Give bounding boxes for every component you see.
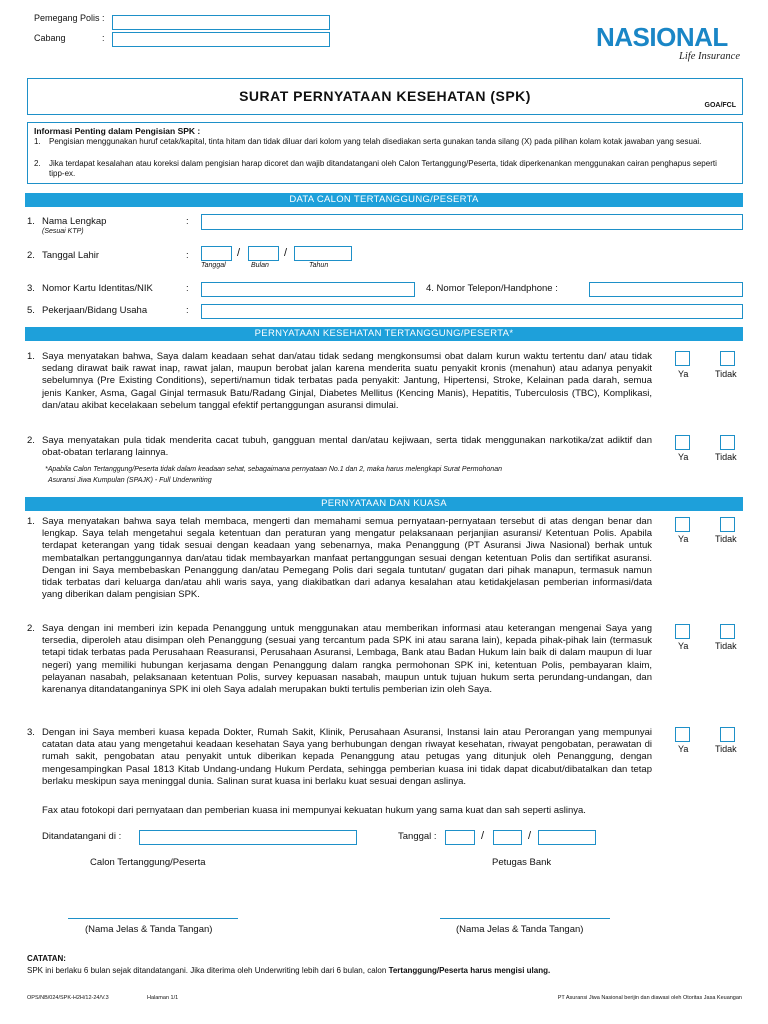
dob-year-caption: Tahun bbox=[309, 262, 329, 269]
officer-signature-line[interactable] bbox=[440, 918, 610, 919]
id-label: Nomor Kartu Identitas/NIK bbox=[42, 283, 153, 294]
dob-slash-2: / bbox=[284, 247, 288, 259]
statement-p1-no-checkbox[interactable] bbox=[720, 517, 735, 532]
health-q1-yes-label: Ya bbox=[678, 369, 689, 379]
section-data-title: DATA CALON TERTANGGUNG/PESERTA bbox=[25, 193, 743, 207]
info-item-2: Jika terdapat kesalahan atau koreksi dalam pengisian harap dicoret dan wajib ditandatangani oleh Calon Tertanggung/Peserta, tidak diperkenankan menggunakan cairan penghapus seperti tipp-ex. bbox=[49, 159, 717, 178]
sign-date-slash-2: / bbox=[528, 830, 532, 842]
phone-input[interactable] bbox=[589, 282, 743, 297]
info-heading: Informasi Penting dalam Pengisian SPK : bbox=[34, 126, 201, 136]
dob-day-caption: Tanggal bbox=[201, 262, 226, 269]
field-num-2: 2. bbox=[27, 250, 35, 261]
statement-p3-yes-checkbox[interactable] bbox=[675, 727, 690, 742]
dob-label: Tanggal Lahir bbox=[42, 250, 100, 261]
field-num-1: 1. bbox=[27, 216, 35, 227]
health-q2-no-checkbox[interactable] bbox=[720, 435, 735, 450]
statement-p3-no-checkbox[interactable] bbox=[720, 727, 735, 742]
colon-3: : bbox=[186, 283, 189, 294]
footer-regulator: PT Asuransi Jiwa Nasional berijin dan diawasi oleh Otoritas Jasa Keuangan bbox=[557, 995, 742, 1001]
insured-sign-caption: (Nama Jelas & Tanda Tangan) bbox=[85, 924, 213, 935]
field-num-5: 5. bbox=[27, 305, 35, 316]
form-code: GOA/FCL bbox=[704, 102, 736, 109]
colon-2: : bbox=[186, 250, 189, 261]
health-q1-num: 1. bbox=[27, 351, 35, 362]
health-q1-no-checkbox[interactable] bbox=[720, 351, 735, 366]
statement-p1-num: 1. bbox=[27, 516, 35, 527]
statement-p1-text: Saya menyatakan bahwa saya telah membaca, mengerti dan memahami semua pernyataan-pernyataan tersebut di atas dengan benar dan lengkap. Saya telah mengetahui segala ketentuan dan peraturan yang mengatur pelaksanaan perjanjian asuransi/ Ketentuan Polis. Apabila terdapat keterangan yang tidak sesuai dengan keadaan yang sebenarnya, maka Penanggung (PT Asuransi Jiwa Nasional) berhak untuk membatalkan pertanggungannya dan/atau tidak membayarkan manfaat pertanggungan sesuai dengan ketentuan Polis dan sertifikat asuransi. Dengan ini Saya membebaskan Penanggung dan/atau Pemegang Polis dari segala tuntutan/ gugatan dari pihak manapun, termasuk namun tidak terbatas dari keluarga dan/atau ahli waris saya, yang diakibatkan dari adanya kesalahan atau ketidakjelasan pemberian informasi/data yang diberikan dalam pengisian SPK. bbox=[42, 516, 652, 601]
health-q1-text: Saya menyatakan bahwa, Saya dalam keadaan sehat dan/atau tidak sedang mengkonsumsi obat dalam kurun waktu tertentu dan/ atau tidak sedang dirawat baik rawat inap, rawat jalan, maupun berobat jalan karena menderita suatu penyakit kronis (menahun) atau adanya penyakit sebelumnya (Pre Existing Conditions), seperti/namun tidak terbatas pada penyakit: Jantung, Hipertensi, Stroke, Kelainan pada darah, semua jenis Kanker, Asma, Gagal Ginjal termasuk Batu/Radang Ginjal, Diabetes Mellitus (Kencing Manis), Hepatitis, Tuberculosis (TBC), Komplikasi, dan/atau akibat kecelakaan sebelum tanggal efektif pertanggungan asuransi dimulai. bbox=[42, 351, 652, 411]
statement-p2-no-label: Tidak bbox=[715, 641, 737, 651]
statement-p2-no-checkbox[interactable] bbox=[720, 624, 735, 639]
dob-month-input[interactable] bbox=[248, 246, 279, 261]
statement-p3-yes-label: Ya bbox=[678, 744, 689, 754]
statement-p3-num: 3. bbox=[27, 727, 35, 738]
dob-day-input[interactable] bbox=[201, 246, 232, 261]
statement-p3-no-label: Tidak bbox=[715, 744, 737, 754]
company-logo: NASIONAL bbox=[596, 22, 728, 52]
health-q2-yes-label: Ya bbox=[678, 452, 689, 462]
statement-p2-text: Saya dengan ini memberi izin kepada Penanggung untuk menggunakan atau memberikan informasi atau keterangan mengenai Saya yang tersedia, diperoleh atau disimpan oleh Penanggung (sesuai yang tercantum pada SPK ini atau sarana lain), kepada pihak-pihak lain (termasuk tetapi tidak terbatas pada Perusahaan Reasuransi, Perusahaan Asuransi, Lembaga, Bank atau Badan Hukum lain baik di dalam maupun di luar negeri) yang memiliki hubungan kerjasama dengan Penanggung dalam rangka permohonan SPK ini, ketentuan Polis, pembayaran klaim, pelayanan nasabah, pelaksanaan ketentuan Polis, survey kepuasan nasabah, maupun untuk tujuan hukum serta perundang-undangan, dan karenanya ditandatanganinya SPK ini oleh Saya adalah merupakan bukti tertulis pemberian izin oleh Saya. bbox=[42, 623, 652, 696]
id-number-input[interactable] bbox=[201, 282, 415, 297]
notes-text-start: SPK ini berlaku 6 bulan sejak ditandatangani. Jika diterima oleh Underwriting lebih dari 6 bulan, calon bbox=[27, 966, 389, 975]
occupation-input[interactable] bbox=[201, 304, 743, 319]
policy-holder-label: Pemegang Polis : bbox=[34, 13, 105, 23]
field-num-3: 3. bbox=[27, 283, 35, 294]
health-footnote-2: Asuransi Jiwa Kumpulan (SPAJK) - Full Underwriting bbox=[48, 477, 212, 484]
dob-slash-1: / bbox=[237, 247, 241, 259]
officer-sign-caption: (Nama Jelas & Tanda Tangan) bbox=[456, 924, 584, 935]
company-logo-subtitle: Life Insurance bbox=[679, 51, 740, 62]
statement-p1-yes-label: Ya bbox=[678, 534, 689, 544]
dob-year-input[interactable] bbox=[294, 246, 352, 261]
branch-colon: : bbox=[102, 33, 105, 43]
section-statement-title: PERNYATAAN DAN KUASA bbox=[25, 497, 743, 511]
health-footnote-1: *Apabila Calon Tertanggung/Peserta tidak dalam keadaan sehat, sebagaimana pernyataan No.1 dan 2, maka harus melengkapi Surat Permohonan bbox=[45, 466, 502, 473]
statement-p3-text: Dengan ini Saya memberi kuasa kepada Dokter, Rumah Sakit, Klinik, Perusahaan Asuransi, Instansi lain atau Perorangan yang mempunyai catatan data atau yang mengetahui keadaan kesehatan Saya yang berhubungan dengan riwayat kesehatan, riwayat pengobatan, perawatan di rumah sakit, pengobatan atau penyakit untuk diberikan kepada Penanggung atau petugas yang ditunjuk oleh Penanggung, dengan mengesampingkan Pasal 1813 Kitab Undang-undang Hukum Perdata, sehingga pemberian kuasa ini tidak dapat dicabut/dibatalkan dan tetap berlaku meskipun saya meninggal dunia. Salinan surat kuasa ini berlaku kuat sesuai dengan aslinya. bbox=[42, 727, 652, 787]
name-label: Nama Lengkap bbox=[42, 216, 107, 227]
signed-at-label: Ditandatangani di : bbox=[42, 831, 122, 842]
sign-date-slash-1: / bbox=[481, 830, 485, 842]
statement-p2-num: 2. bbox=[27, 623, 35, 634]
signed-at-input[interactable] bbox=[139, 830, 357, 845]
bank-officer-label: Petugas Bank bbox=[492, 857, 552, 868]
name-note: (Sesuai KTP) bbox=[42, 228, 84, 235]
notes-heading: CATATAN: bbox=[27, 954, 66, 963]
sign-day-input[interactable] bbox=[445, 830, 475, 845]
statement-p1-yes-checkbox[interactable] bbox=[675, 517, 690, 532]
insured-label: Calon Tertanggung/Peserta bbox=[90, 857, 206, 868]
full-name-input[interactable] bbox=[201, 214, 743, 230]
sign-year-input[interactable] bbox=[538, 830, 596, 845]
statement-p1-no-label: Tidak bbox=[715, 534, 737, 544]
page-title: SURAT PERNYATAAN KESEHATAN (SPK) bbox=[239, 88, 531, 104]
notes-text-bold: Tertanggung/Peserta harus mengisi ulang. bbox=[388, 966, 551, 975]
sign-month-input[interactable] bbox=[493, 830, 522, 845]
sign-date-label: Tanggal : bbox=[398, 831, 437, 842]
health-q2-num: 2. bbox=[27, 435, 35, 446]
health-q1-no-label: Tidak bbox=[715, 369, 737, 379]
info-item-1: Pengisian menggunakan huruf cetak/kapital, tinta hitam dan tidak diluar dari kolom yang telah disediakan serta gunakan tanda silang (X) pada pilihan kolam kotak jawaban yang sesuai. bbox=[49, 137, 702, 146]
insured-signature-line[interactable] bbox=[68, 918, 238, 919]
branch-label: Cabang bbox=[34, 33, 66, 43]
section-health-title: PERNYATAAN KESEHATAN TERTANGGUNG/PESERTA* bbox=[25, 327, 743, 341]
health-q2-yes-checkbox[interactable] bbox=[675, 435, 690, 450]
phone-label: 4. Nomor Telepon/Handphone : bbox=[426, 283, 558, 294]
job-label: Pekerjaan/Bidang Usaha bbox=[42, 305, 148, 316]
branch-input[interactable] bbox=[112, 32, 330, 47]
statement-p2-yes-label: Ya bbox=[678, 641, 689, 651]
statement-p3-extra: Fax atau fotokopi dari pernyataan dan pemberian kuasa ini mempunyai kekuatan hukum yang sama kuat dan sah seperti aslinya. bbox=[42, 805, 586, 816]
health-q2-no-label: Tidak bbox=[715, 452, 737, 462]
health-q1-yes-checkbox[interactable] bbox=[675, 351, 690, 366]
info-num-1: 1. bbox=[34, 137, 41, 146]
colon-5: : bbox=[186, 305, 189, 316]
statement-p2-yes-checkbox[interactable] bbox=[675, 624, 690, 639]
dob-month-caption: Bulan bbox=[251, 262, 269, 269]
info-num-2: 2. bbox=[34, 159, 41, 168]
notes-text bbox=[27, 966, 550, 975]
policy-holder-input[interactable] bbox=[112, 15, 330, 30]
footer-page: Halaman 1/1 bbox=[147, 995, 179, 1001]
health-q2-text: Saya menyatakan pula tidak menderita cacat tubuh, gangguan mental dan/atau kejiwaan, serta tidak menggunakan narkotika/zat adiktif dan obat-obatan terlarang lainnya. bbox=[42, 435, 652, 459]
footer-code: OPS/NB/024/SPK-H2H/12-24/V.3 bbox=[27, 995, 109, 1001]
colon-1: : bbox=[186, 216, 189, 227]
